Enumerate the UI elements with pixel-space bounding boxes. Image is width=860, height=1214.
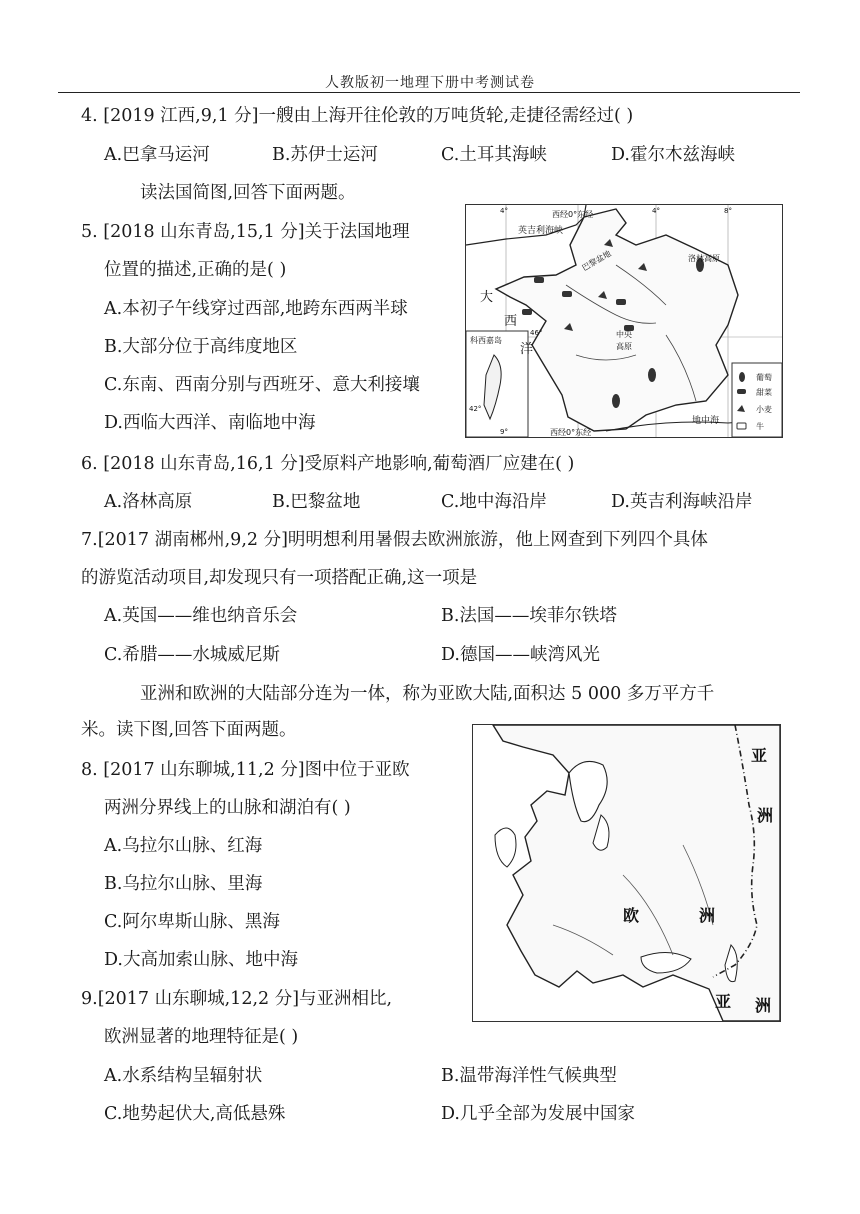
- france-map-svg: [466, 205, 782, 437]
- q8-option-a: A.乌拉尔山脉、红海: [104, 836, 263, 856]
- label-paris-basin: 巴黎盆地: [580, 248, 613, 273]
- label-lorraine: 洛林高原: [688, 254, 720, 263]
- page-header: 人教版初一地理下册中考测试卷: [325, 75, 535, 91]
- q4-stem: 4. [2019 江西,9,1 分]一艘由上海开往伦敦的万吨货轮,走捷径需经过( ): [81, 106, 634, 126]
- label-zhou-center: 洲: [699, 906, 716, 925]
- label-english-channel: 英吉利海峡: [518, 226, 564, 236]
- label-4e: 4°: [652, 207, 660, 215]
- q4-option-c: C.土耳其海峡: [441, 145, 547, 165]
- q5-stem-line1: 5. [2018 山东青岛,15,1 分]关于法国地理: [81, 222, 410, 242]
- q9-option-b: B.温带海洋性气候典型: [441, 1066, 617, 1086]
- eurasia-intro-line1: 亚洲和欧洲的大陆部分连为一体，称为亚欧大陆,面积达 5 000 多万平方千: [140, 684, 715, 704]
- q7-option-b: B.法国——埃菲尔铁塔: [441, 606, 617, 626]
- label-42: 42°: [469, 405, 482, 413]
- q9-stem-line1: 9.[2017 山东聊城,12,2 分]与亚洲相比,: [81, 989, 393, 1009]
- label-8e: 8°: [724, 207, 732, 215]
- label-mediterranean: 地中海: [692, 416, 720, 426]
- france-intro: 读法国简图,回答下面两题。: [140, 183, 356, 203]
- legend-sugarbeet: 甜菜: [756, 388, 772, 397]
- label-ou: 欧: [623, 906, 640, 925]
- q5-option-d: D.西临大西洋、南临地中海: [104, 413, 316, 433]
- label-west-meridian: 西经0°东经: [552, 210, 594, 219]
- q9-option-a: A.水系结构呈辐射状: [104, 1066, 263, 1086]
- label-atlantic-3: 洋: [520, 342, 534, 357]
- british-isles: [495, 828, 516, 867]
- label-zhou-bottom: 洲: [755, 996, 772, 1015]
- q5-stem-line2: 位置的描述,正确的是( ): [104, 260, 287, 280]
- label-46: 46°: [530, 329, 543, 337]
- q6-option-b: B.巴黎盆地: [272, 492, 361, 512]
- q9-stem-line2: 欧洲显著的地理特征是( ): [104, 1027, 299, 1047]
- label-west-meridian-bottom: 西经0°东经: [550, 428, 592, 437]
- label-central-1: 中央: [616, 330, 632, 339]
- label-asia-top: 亚: [751, 746, 768, 765]
- label-corsica: 科西嘉岛: [470, 336, 502, 345]
- q5-option-c: C.东南、西南分别与西班牙、意大利接壤: [104, 375, 420, 395]
- q8-option-d: D.大高加索山脉、地中海: [104, 950, 298, 970]
- q8-option-b: B.乌拉尔山脉、里海: [104, 874, 263, 894]
- label-9e: 9°: [500, 428, 508, 436]
- q4-option-a: A.巴拿马运河: [104, 145, 210, 165]
- label-atlantic-1: 大: [480, 290, 494, 305]
- france-map: [465, 204, 783, 438]
- q5-option-b: B.大部分位于高纬度地区: [104, 337, 298, 357]
- q7-option-c: C.希腊——水城威尼斯: [104, 645, 280, 665]
- label-ya-bottom: 亚: [715, 992, 732, 1011]
- q4-option-d: D.霍尔木兹海峡: [611, 145, 735, 165]
- label-central-2: 高原: [616, 342, 632, 351]
- europe-landmass: [493, 725, 780, 1021]
- q4-option-b: B.苏伊士运河: [272, 145, 378, 165]
- q9-option-d: D.几乎全部为发展中国家: [441, 1104, 635, 1124]
- legend-grape: 葡萄: [756, 373, 772, 382]
- europe-map-svg: [473, 725, 780, 1021]
- q7-stem-line1: 7.[2017 湖南郴州,9,2 分]明明想利用暑假去欧洲旅游，他上网查到下列四个具体: [81, 530, 708, 550]
- q6-option-a: A.洛林高原: [104, 492, 193, 512]
- header-divider: [58, 92, 800, 93]
- q6-stem: 6. [2018 山东青岛,16,1 分]受原料产地影响,葡萄酒厂应建在( ): [81, 454, 575, 474]
- q7-option-d: D.德国——峡湾风光: [441, 645, 600, 665]
- q8-option-c: C.阿尔卑斯山脉、黑海: [104, 912, 280, 932]
- legend-wheat: 小麦: [756, 405, 772, 414]
- q7-stem-line2: 的游览活动项目,却发现只有一项搭配正确,这一项是: [81, 568, 478, 588]
- label-atlantic-2: 西: [504, 314, 518, 329]
- label-zhou-right: 洲: [757, 806, 774, 825]
- eurasia-intro-line2: 米。读下图,回答下面两题。: [81, 720, 297, 740]
- q6-option-c: C.地中海沿岸: [441, 492, 547, 512]
- label-4w: 4°: [500, 207, 508, 215]
- q9-option-c: C.地势起伏大,高低悬殊: [104, 1104, 286, 1124]
- q5-option-a: A.本初子午线穿过西部,地跨东西两半球: [104, 299, 408, 319]
- q8-stem-line2: 两洲分界线上的山脉和湖泊有( ): [104, 798, 351, 818]
- europe-map: [472, 724, 781, 1022]
- q6-option-d: D.英吉利海峡沿岸: [611, 492, 753, 512]
- legend-cattle: 牛: [756, 422, 764, 431]
- q7-option-a: A.英国——维也纳音乐会: [104, 606, 298, 626]
- q8-stem-line1: 8. [2017 山东聊城,11,2 分]图中位于亚欧: [81, 760, 410, 780]
